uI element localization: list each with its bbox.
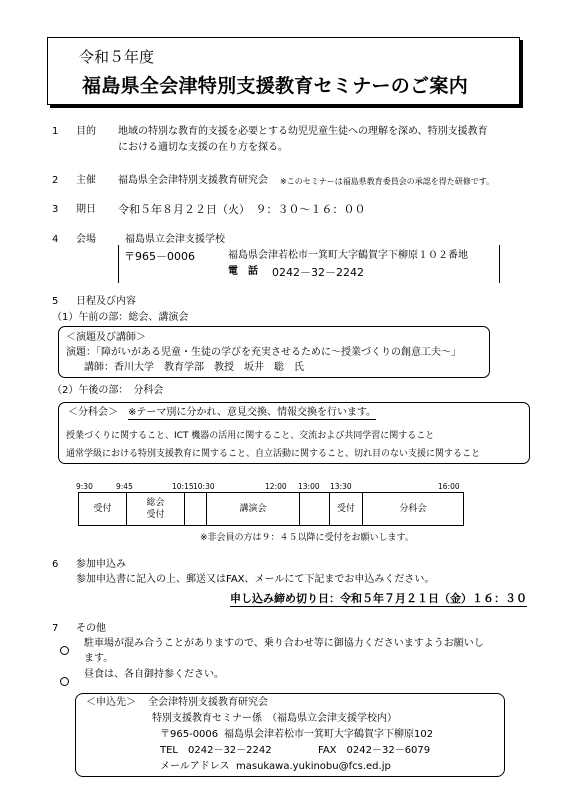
lecturer: 講師：香川大学 教育学部 教授 坂井 聡 氏 bbox=[84, 362, 304, 373]
venue-address: 福島県会津若松市一箕町大字鶴賀字下柳原１０２番地 bbox=[228, 250, 468, 261]
subgroup-label: ＜分科会＞ bbox=[68, 407, 118, 418]
section-6-num: 6 bbox=[52, 559, 59, 570]
time-tick: 9:45 bbox=[116, 482, 133, 491]
time-tick: 9:30 bbox=[76, 482, 93, 491]
event-date: 令和５年８月２２日（火） ９：３０～１６：００ bbox=[118, 203, 366, 216]
section-7-label: その他 bbox=[76, 623, 106, 634]
section-6-label: 参加申込み bbox=[76, 559, 126, 570]
venue-postal: 〒965－0006 bbox=[124, 250, 195, 263]
schedule-table bbox=[78, 492, 464, 526]
schedule-note: ※非会員の方は９：４５以降に受付をお願いします。 bbox=[200, 533, 414, 543]
subgroup-themes-2: 通常学級における特別支援教育に関すること、自立活動に関すること、切れ目のない支援に関すること bbox=[66, 449, 481, 459]
apply-org: 全会津特別支援教育研究会 bbox=[148, 697, 268, 708]
organizer: 福島県全会津特別支援教育研究会 bbox=[118, 175, 268, 186]
apply-mail[interactable]: masukawa.yukinobu@fcs.ed.jp bbox=[236, 761, 391, 772]
apply-deadline: 申し込み締め切り日：令和５年７月２１日（金）１６：３０ bbox=[230, 592, 527, 605]
purpose-line2: における適切な支援の在り方を探る。 bbox=[118, 142, 288, 153]
venue-tel: 0242－32－2242 bbox=[272, 266, 364, 279]
bullet-circle-icon bbox=[60, 640, 69, 659]
year-label: 令和５年度 bbox=[79, 48, 155, 66]
schedule-cell-break bbox=[299, 493, 329, 525]
time-tick: 12:00 bbox=[265, 482, 287, 491]
schedule-cell-gap bbox=[184, 493, 206, 525]
subgroup-themes-1: 授業づくりに関すること、ICT 機器の活用に関すること、交流および共同学習に関すること bbox=[66, 431, 435, 441]
bullet-circle-icon bbox=[60, 671, 69, 690]
note-lunch: 昼食は、各自御持参ください。 bbox=[84, 669, 224, 680]
schedule-cell-meeting-label: 総会 bbox=[146, 498, 165, 508]
apply-address: 福島県会津若松市一箕町大字鶴賀字下柳原102 bbox=[224, 729, 434, 740]
purpose-line1: 地域の特別な教育的支援を必要とする幼児児童生徒への理解を深め、特別支援教育 bbox=[118, 126, 488, 137]
venue-name: 福島県立会津支援学校 bbox=[125, 234, 225, 245]
time-tick: 16:00 bbox=[438, 482, 460, 491]
section-2-label: 主催 bbox=[76, 175, 96, 186]
apply-dept: 特別支援教育セミナー係 （福島県立会津支援学校内） bbox=[152, 713, 397, 724]
section-3-num: 3 bbox=[52, 204, 59, 215]
section-4-label: 会場 bbox=[76, 234, 96, 245]
section-1-label: 目的 bbox=[76, 126, 96, 137]
apply-mail-label: メールアドレス bbox=[160, 761, 230, 772]
schedule-cell-meeting bbox=[126, 493, 184, 525]
am-heading: （1）午前の部：総会、講演会 bbox=[52, 312, 189, 323]
apply-instructions: 参加申込書に記入の上、郵送又はFAX、メールにて下記までお申込みください。 bbox=[76, 574, 435, 585]
section-1-num: 1 bbox=[52, 126, 59, 137]
subgroup-note: ※テーマ別に分かれ、意見交換、情報交換を行います。 bbox=[128, 407, 377, 418]
time-tick: 10:15 bbox=[172, 482, 194, 491]
section-5-label: 日程及び内容 bbox=[76, 296, 136, 307]
apply-postal: 〒965-0006 bbox=[160, 729, 219, 740]
schedule-cell-reception: 受付 bbox=[93, 504, 112, 514]
time-tick: 10:30 bbox=[193, 482, 215, 491]
pm-heading: （2）午後の部： 分科会 bbox=[52, 385, 164, 396]
organizer-note: ※このセミナーは福島県教育委員会の承認を得た研修です。 bbox=[280, 177, 495, 186]
schedule-cell-meeting-reception: 受付 bbox=[146, 510, 165, 520]
schedule-cell-lecture: 講演会 bbox=[206, 493, 299, 525]
title-box bbox=[47, 37, 520, 105]
time-tick: 13:00 bbox=[298, 482, 320, 491]
note-parking-1: 駐車場が混み合うことがありますので、乗り合わせ等に御協力くださいますようお願いし bbox=[84, 638, 484, 649]
section-7-num: 7 bbox=[52, 623, 59, 634]
time-tick: 13:30 bbox=[330, 482, 352, 491]
apply-label: ＜申込先＞ bbox=[86, 697, 136, 708]
page-title: 福島県全会津特別支援教育セミナーのご案内 bbox=[82, 75, 469, 97]
section-3-label: 期日 bbox=[76, 204, 96, 215]
schedule-cell-subgroup: 分科会 bbox=[362, 493, 463, 525]
note-parking-2: ます。 bbox=[84, 653, 114, 664]
apply-tel: TEL 0242－32－2242 bbox=[160, 745, 272, 756]
section-5-num: 5 bbox=[52, 296, 59, 307]
apply-fax: FAX 0242－32－6079 bbox=[318, 745, 431, 756]
lecture-label: ＜演題及び講師＞ bbox=[66, 332, 146, 343]
lecture-title: 演題：「障がいがある児童・生徒の学びを充実させるために～授業づくりの創意工夫～」 bbox=[66, 347, 461, 358]
section-4-num: 4 bbox=[52, 234, 59, 245]
venue-tel-label: 電 話 bbox=[228, 266, 258, 277]
schedule-cell-reception-pm: 受付 bbox=[329, 493, 362, 525]
section-2-num: 2 bbox=[52, 175, 59, 186]
